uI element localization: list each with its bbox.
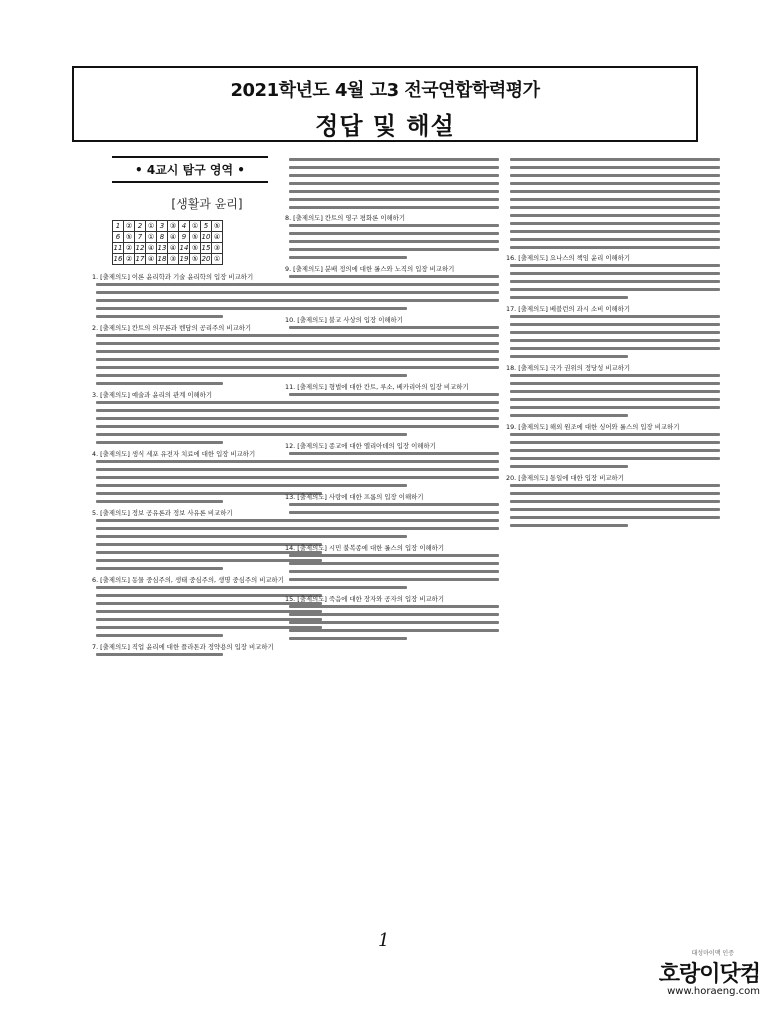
- explanation-body-placeholder: [506, 315, 720, 358]
- explanation-body-placeholder: [285, 605, 499, 640]
- text-line: [510, 500, 720, 503]
- text-line: [510, 315, 720, 318]
- text-line: [289, 511, 499, 514]
- text-line: [510, 347, 720, 350]
- answer-choice: ②: [124, 221, 135, 232]
- explanation-body-placeholder: [506, 264, 720, 299]
- explanation-body-placeholder: [92, 653, 322, 656]
- text-line: [289, 503, 499, 506]
- explanation-body-placeholder: [285, 393, 499, 436]
- text-line: [510, 158, 720, 161]
- answer-choice: ④: [168, 232, 179, 243]
- answer-choice: ⑤: [190, 232, 201, 243]
- text-line: [289, 417, 499, 420]
- question-number: 1: [113, 221, 124, 232]
- text-line: [289, 299, 499, 302]
- question-number: 10: [201, 233, 211, 241]
- text-line: [289, 275, 499, 278]
- explanation-item: [285, 383, 499, 436]
- text-line: [289, 366, 499, 369]
- answer-row: [113, 221, 223, 232]
- explanation-heading: 11. [출제의도] 형벌에 대한 칸트, 루소, 베카리아의 입장 비교하기: [285, 383, 469, 391]
- answer-choice: ④: [212, 232, 223, 243]
- explanation-heading: 17. [출제의도] 베블런의 과시 소비 이해하기: [506, 305, 631, 313]
- explanation-body-placeholder: [506, 158, 720, 249]
- question-number: 16: [113, 255, 123, 263]
- text-line: [289, 232, 499, 235]
- question-number: 11: [113, 244, 123, 252]
- explanation-heading: 6. [출제의도] 동물 중심주의, 생태 중심주의, 생명 중심주의 비교하기: [92, 576, 284, 584]
- answer-choice: ⑤: [212, 221, 223, 232]
- publisher-logo[interactable]: [640, 948, 760, 997]
- text-line: [289, 334, 499, 337]
- text-line: [510, 524, 628, 527]
- text-line: [289, 433, 407, 436]
- question-number: 9: [179, 232, 190, 243]
- exam-subtitle: 정답 및 해설: [315, 112, 455, 140]
- question-number: 20: [201, 255, 211, 263]
- text-line: [289, 342, 499, 345]
- text-line: [289, 307, 407, 310]
- text-line: [510, 406, 720, 409]
- text-line: [289, 158, 499, 161]
- text-line: [289, 291, 499, 294]
- question-number: 7: [135, 232, 146, 243]
- question-number: 15: [201, 244, 211, 252]
- text-line: [510, 492, 720, 495]
- text-line: [510, 398, 720, 401]
- explanation-item: [285, 265, 499, 310]
- explanation-heading: 9. [출제의도] 분배 정의에 대한 롤스와 노직의 입장 비교하기: [285, 265, 455, 273]
- answer-choice: ①: [190, 221, 201, 232]
- question-number: 19: [179, 255, 189, 263]
- logo-tagline: 대성마이맥 인증: [691, 950, 734, 957]
- explanation-body-placeholder: [285, 275, 499, 310]
- text-line: [510, 230, 720, 233]
- explanation-item: [285, 493, 499, 538]
- text-line: [510, 206, 720, 209]
- explanation-heading: 4. [출제의도] 생식 세포 유전자 치료에 대한 입장 비교하기: [92, 450, 256, 458]
- explanation-body-placeholder: [285, 158, 499, 209]
- question-number: 4: [179, 221, 190, 232]
- text-line: [289, 452, 499, 455]
- column-3: [506, 156, 720, 533]
- text-line: [510, 238, 720, 241]
- answer-choice: ②: [124, 254, 135, 265]
- text-line: [510, 264, 720, 267]
- text-line: [510, 331, 720, 334]
- column-2: [285, 156, 499, 646]
- answer-row: [113, 254, 223, 265]
- text-line: [510, 457, 720, 460]
- text-line: [289, 562, 499, 565]
- text-line: [289, 350, 499, 353]
- text-line: [289, 484, 407, 487]
- text-line: [289, 326, 499, 329]
- text-line: [510, 246, 720, 249]
- explanation-heading: 7. [출제의도] 직업 윤리에 대한 플라톤과 정약용의 입장 비교하기: [92, 643, 274, 651]
- text-line: [510, 374, 720, 377]
- text-line: [510, 198, 720, 201]
- answer-choice: ①: [146, 221, 157, 232]
- text-line: [510, 190, 720, 193]
- text-line: [96, 315, 223, 318]
- explanation-body-placeholder: [285, 554, 499, 589]
- text-line: [96, 382, 223, 385]
- text-line: [289, 190, 499, 193]
- answer-choice: ⑤: [190, 243, 201, 254]
- question-number: 8: [157, 232, 168, 243]
- text-line: [289, 468, 499, 471]
- text-line: [289, 570, 499, 573]
- text-line: [289, 629, 499, 632]
- text-line: [510, 508, 720, 511]
- text-line: [289, 578, 499, 581]
- text-line: [510, 465, 628, 468]
- explanation-item: [285, 316, 499, 377]
- text-line: [510, 516, 720, 519]
- question-number: 5: [201, 221, 212, 232]
- text-line: [289, 358, 499, 361]
- answer-choice: ④: [168, 243, 179, 254]
- explanations-col-3: [506, 158, 720, 527]
- question-number: 6: [113, 232, 124, 243]
- answer-choice: ①: [146, 232, 157, 243]
- text-line: [96, 441, 223, 444]
- text-line: [289, 174, 499, 177]
- explanation-heading: 19. [출제의도] 해외 원조에 대한 싱어와 롤스의 입장 비교하기: [506, 423, 680, 431]
- header-title-box: [72, 66, 698, 142]
- text-line: [289, 637, 407, 640]
- question-number: 17: [135, 255, 145, 263]
- text-line: [96, 634, 223, 637]
- explanation-item: [285, 442, 499, 487]
- text-line: [510, 280, 720, 283]
- text-line: [510, 214, 720, 217]
- subject-title: [생활과 윤리]: [171, 197, 243, 211]
- text-line: [289, 425, 499, 428]
- question-number: 3: [157, 221, 168, 232]
- text-line: [289, 605, 499, 608]
- question-number: 12: [135, 244, 145, 252]
- text-line: [510, 339, 720, 342]
- text-line: [289, 224, 499, 227]
- question-number: 13: [157, 244, 167, 252]
- text-line: [96, 500, 223, 503]
- text-line: [289, 476, 499, 479]
- text-line: [289, 182, 499, 185]
- question-number: 2: [135, 221, 146, 232]
- text-line: [289, 206, 499, 209]
- explanation-item: [506, 364, 720, 417]
- explanation-heading: 1. [출제의도] 이론 윤리학과 기술 윤리학의 입장 비교하기: [92, 273, 254, 281]
- text-line: [510, 433, 720, 436]
- text-line: [289, 393, 499, 396]
- text-line: [289, 401, 499, 404]
- text-line: [289, 283, 499, 286]
- text-line: [510, 355, 628, 358]
- explanation-heading: 12. [출제의도] 종교에 대한 엘리아데의 입장 이해하기: [285, 442, 436, 450]
- text-line: [510, 296, 628, 299]
- answer-choice: ⑤: [124, 232, 135, 243]
- explanation-item: [285, 544, 499, 589]
- explanation-body-placeholder: [506, 374, 720, 417]
- explanations-col-2: [285, 158, 499, 640]
- explanation-item: [285, 595, 499, 640]
- explanation-heading: 3. [출제의도] 예술과 윤리의 관계 이해하기: [92, 391, 213, 399]
- explanation-body-placeholder: [285, 224, 499, 259]
- text-line: [289, 554, 499, 557]
- text-line: [510, 382, 720, 385]
- answer-row: [113, 232, 223, 243]
- text-line: [289, 460, 499, 463]
- text-line: [289, 519, 499, 522]
- text-line: [289, 256, 407, 259]
- explanation-item: [506, 305, 720, 358]
- answer-choice: ⑤: [190, 254, 201, 265]
- text-line: [289, 535, 407, 538]
- explanation-heading: 10. [출제의도] 불교 사상의 입장 이해하기: [285, 316, 403, 324]
- page-number: 1: [378, 930, 390, 951]
- logo-url[interactable]: www.horaeng.com: [667, 986, 760, 997]
- explanation-body-placeholder: [506, 433, 720, 468]
- text-line: [289, 527, 499, 530]
- text-line: [510, 222, 720, 225]
- text-line: [289, 248, 499, 251]
- logo-wordmark: 호랑이닷컴: [658, 962, 760, 987]
- text-line: [510, 288, 720, 291]
- explanation-heading: 5. [출제의도] 정보 공유론과 정보 사유론 비교하기: [92, 509, 233, 517]
- answer-choice: ①: [212, 254, 223, 265]
- text-line: [289, 613, 499, 616]
- explanation-body-placeholder: [285, 452, 499, 487]
- explanation-heading: 2. [출제의도] 칸트의 의무론과 벤담의 공리주의 비교하기: [92, 324, 252, 332]
- answer-choice: ③: [168, 221, 179, 232]
- answer-choice: ③: [212, 243, 223, 254]
- explanation-item: [506, 423, 720, 468]
- explanation-item: [506, 254, 720, 299]
- explanation-item: [285, 214, 499, 259]
- text-line: [510, 414, 628, 417]
- explanation-heading: 20. [출제의도] 통일에 대한 입장 비교하기: [506, 474, 624, 482]
- text-line: [289, 198, 499, 201]
- text-line: [96, 567, 223, 570]
- text-line: [289, 374, 407, 377]
- explanation-body-placeholder: [506, 484, 720, 527]
- explanation-heading: 15. [출제의도] 죽음에 대한 장자와 공자의 입장 비교하기: [285, 595, 445, 603]
- text-line: [510, 484, 720, 487]
- text-line: [289, 409, 499, 412]
- text-line: [510, 272, 720, 275]
- explanation-heading: 14. [출제의도] 시민 불복종에 대한 롤스의 입장 이해하기: [285, 544, 445, 552]
- explanation-heading: 8. [출제의도] 칸트의 영구 평화론 이해하기: [285, 214, 406, 222]
- explanation-body-placeholder: [285, 503, 499, 538]
- explanation-heading: 18. [출제의도] 국가 권위의 정당성 비교하기: [506, 364, 631, 372]
- answer-choice: ②: [124, 243, 135, 254]
- text-line: [289, 621, 499, 624]
- explanation-heading: 13. [출제의도] 사랑에 대한 프롬의 입장 이해하기: [285, 493, 424, 501]
- text-line: [289, 240, 499, 243]
- answer-choice: ④: [146, 243, 157, 254]
- text-line: [510, 449, 720, 452]
- section-banner: • 4교시 탐구 영역 •: [112, 156, 268, 183]
- explanation-item: [506, 474, 720, 527]
- explanation-body-placeholder: [285, 326, 499, 377]
- text-line: [510, 166, 720, 169]
- answer-choice: ④: [146, 254, 157, 265]
- text-line: [289, 586, 407, 589]
- explanation-heading: 16. [출제의도] 요나스의 책임 윤리 이해하기: [506, 254, 631, 262]
- answer-key-table: [112, 220, 223, 265]
- text-line: [510, 390, 720, 393]
- answer-choice: ③: [168, 254, 179, 265]
- exam-title: 2021학년도 4월 고3 전국연합학력평가: [230, 80, 540, 101]
- question-number: 14: [179, 244, 189, 252]
- text-line: [510, 441, 720, 444]
- text-line: [510, 182, 720, 185]
- question-number: 18: [157, 255, 167, 263]
- text-line: [289, 166, 499, 169]
- answer-row: [113, 243, 223, 254]
- text-line: [510, 323, 720, 326]
- text-line: [510, 174, 720, 177]
- text-line: [96, 653, 223, 656]
